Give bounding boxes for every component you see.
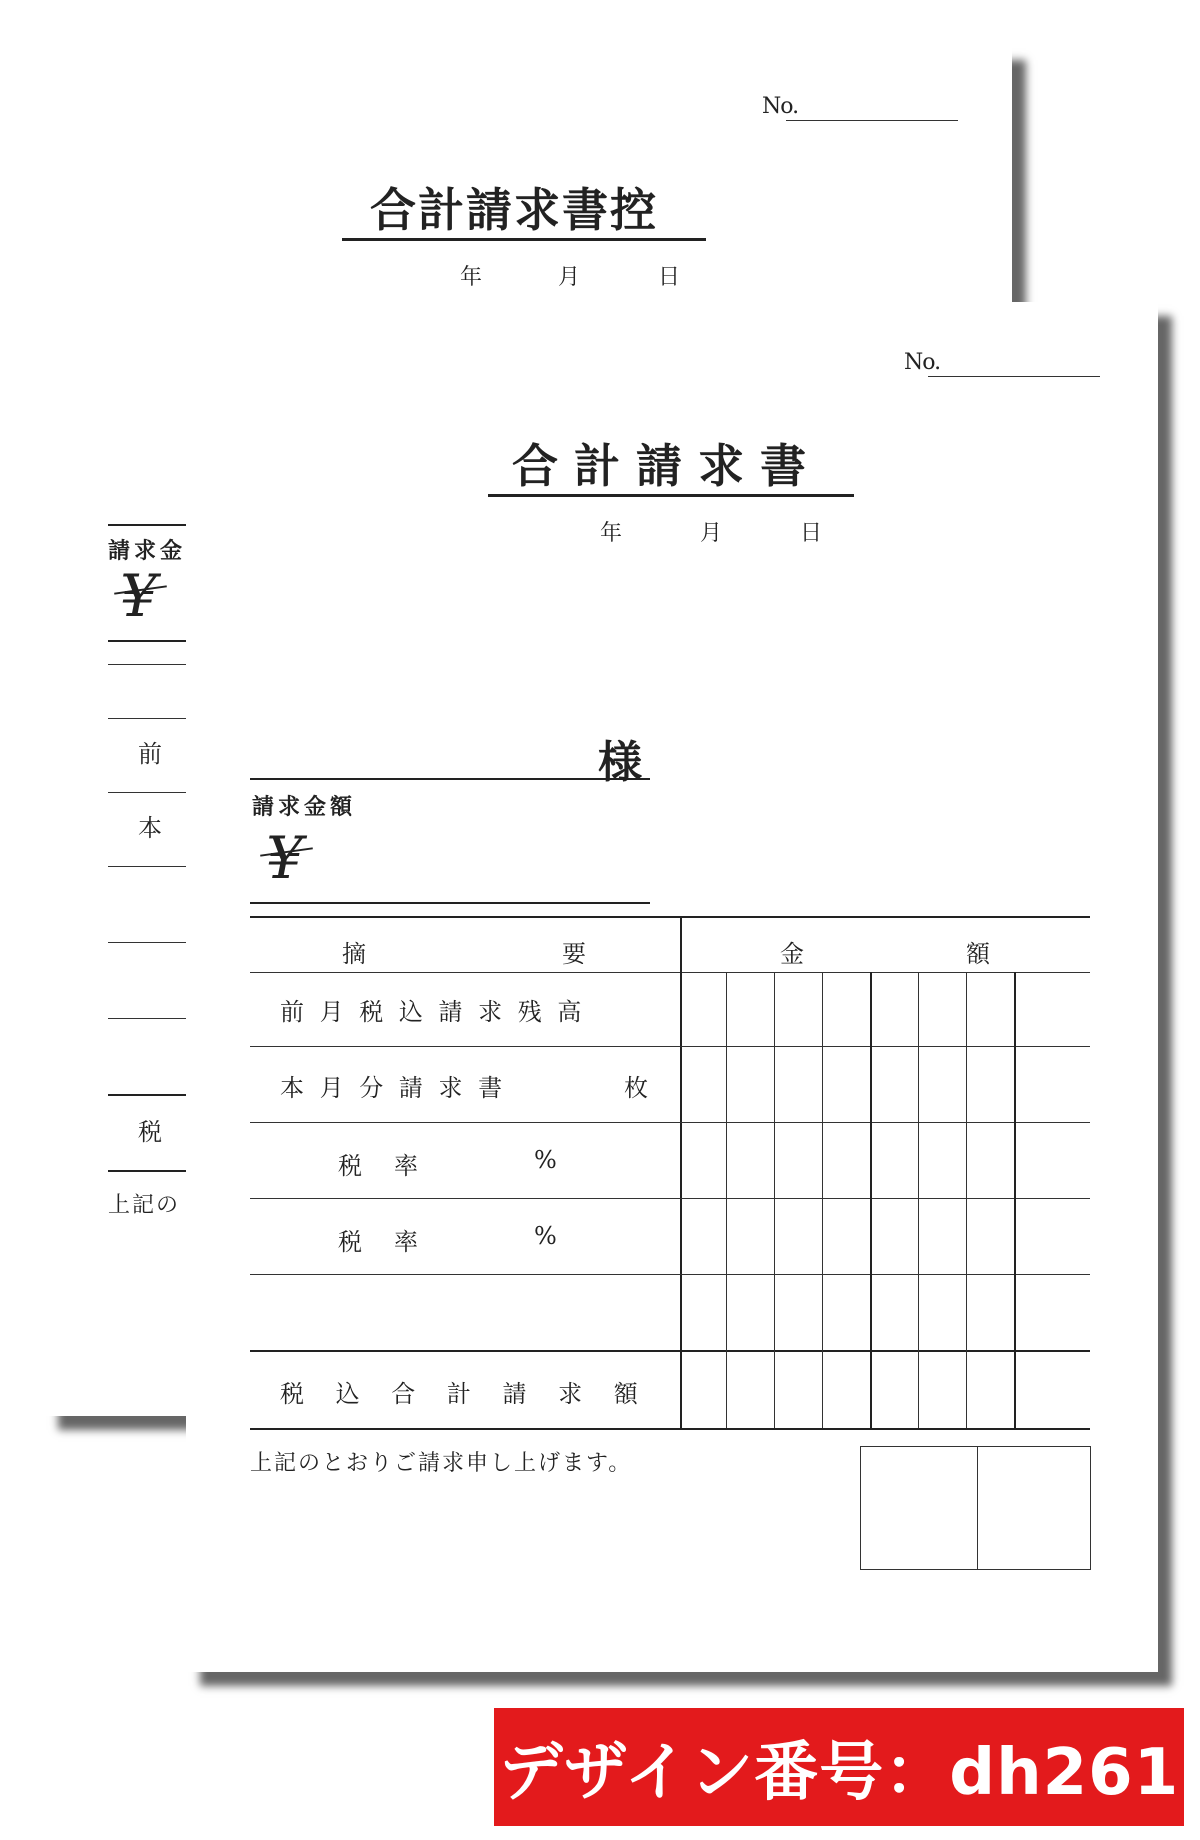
header-amount-right: 額 — [966, 940, 990, 968]
digit-column-line-thick — [1014, 972, 1016, 1428]
closing-note: 上記のとおりご請求申し上げます。 — [250, 1451, 633, 1476]
front-sheet — [186, 302, 1158, 1672]
design-number-text: デザイン番号：dh261 — [498, 1736, 1180, 1810]
addressee-underline — [250, 778, 650, 780]
digit-column-line — [918, 972, 919, 1428]
table-row — [250, 1274, 680, 1350]
digit-column-line — [726, 972, 727, 1428]
stamp-box-right — [976, 1446, 1091, 1570]
digit-column-line — [774, 972, 775, 1428]
back-billing-label: 請求金 — [108, 538, 187, 564]
header-desc-left: 摘 — [342, 940, 366, 968]
table-bottom-rule — [250, 1428, 1090, 1430]
billing-amount-label: 請求金額 — [252, 794, 357, 820]
front-date-day: 日 — [800, 521, 823, 546]
billing-amount-underline — [250, 902, 650, 904]
back-yen-symbol: ¥ — [120, 562, 157, 630]
back-row-partial-1: 前 — [138, 740, 162, 768]
back-date-day: 日 — [658, 265, 681, 290]
back-no-line — [786, 120, 958, 121]
table-row — [250, 1122, 680, 1198]
row-label: 税 込 合 計 請 求 額 — [280, 1380, 650, 1408]
row-label: 本 月 分 請 求 書 — [280, 1074, 507, 1102]
front-title: 合計請求書 — [512, 439, 822, 493]
back-row-partial-3: 税 — [138, 1118, 162, 1146]
table-row — [250, 972, 680, 1046]
row-suffix: % — [534, 1222, 557, 1250]
row-label: 税 率 — [338, 1228, 422, 1256]
digit-column-line-thick — [870, 972, 872, 1428]
addressee-suffix: 様 — [598, 737, 642, 788]
front-no-line — [928, 376, 1100, 377]
table-row — [250, 1198, 680, 1274]
back-row-partial-2: 本 — [138, 814, 162, 842]
header-desc-right: 要 — [562, 940, 586, 968]
front-date-month: 月 — [700, 521, 723, 546]
row-suffix: % — [534, 1146, 557, 1174]
digit-column-line — [822, 972, 823, 1428]
back-title-underline — [342, 238, 706, 241]
yen-symbol: ¥ — [266, 824, 303, 892]
back-no-label: No. — [762, 94, 799, 119]
back-date-year: 年 — [460, 265, 483, 290]
row-suffix: 枚 — [624, 1074, 648, 1102]
front-date-year: 年 — [600, 521, 623, 546]
table-top-rule — [250, 916, 1090, 918]
back-title: 合計請求書控 — [370, 183, 658, 237]
table-row — [250, 1350, 680, 1428]
back-note-partial: 上記の — [108, 1193, 181, 1218]
front-title-underline — [488, 494, 854, 497]
header-amount-left: 金 — [780, 940, 804, 968]
front-no-label: No. — [904, 350, 941, 375]
stamp-box-left — [860, 1446, 978, 1570]
design-number-badge — [494, 1708, 1184, 1826]
row-label: 前 月 税 込 請 求 残 高 — [280, 998, 586, 1026]
table-row — [250, 1046, 680, 1122]
digit-column-line — [966, 972, 967, 1428]
row-label: 税 率 — [338, 1152, 422, 1180]
back-date-month: 月 — [558, 265, 581, 290]
